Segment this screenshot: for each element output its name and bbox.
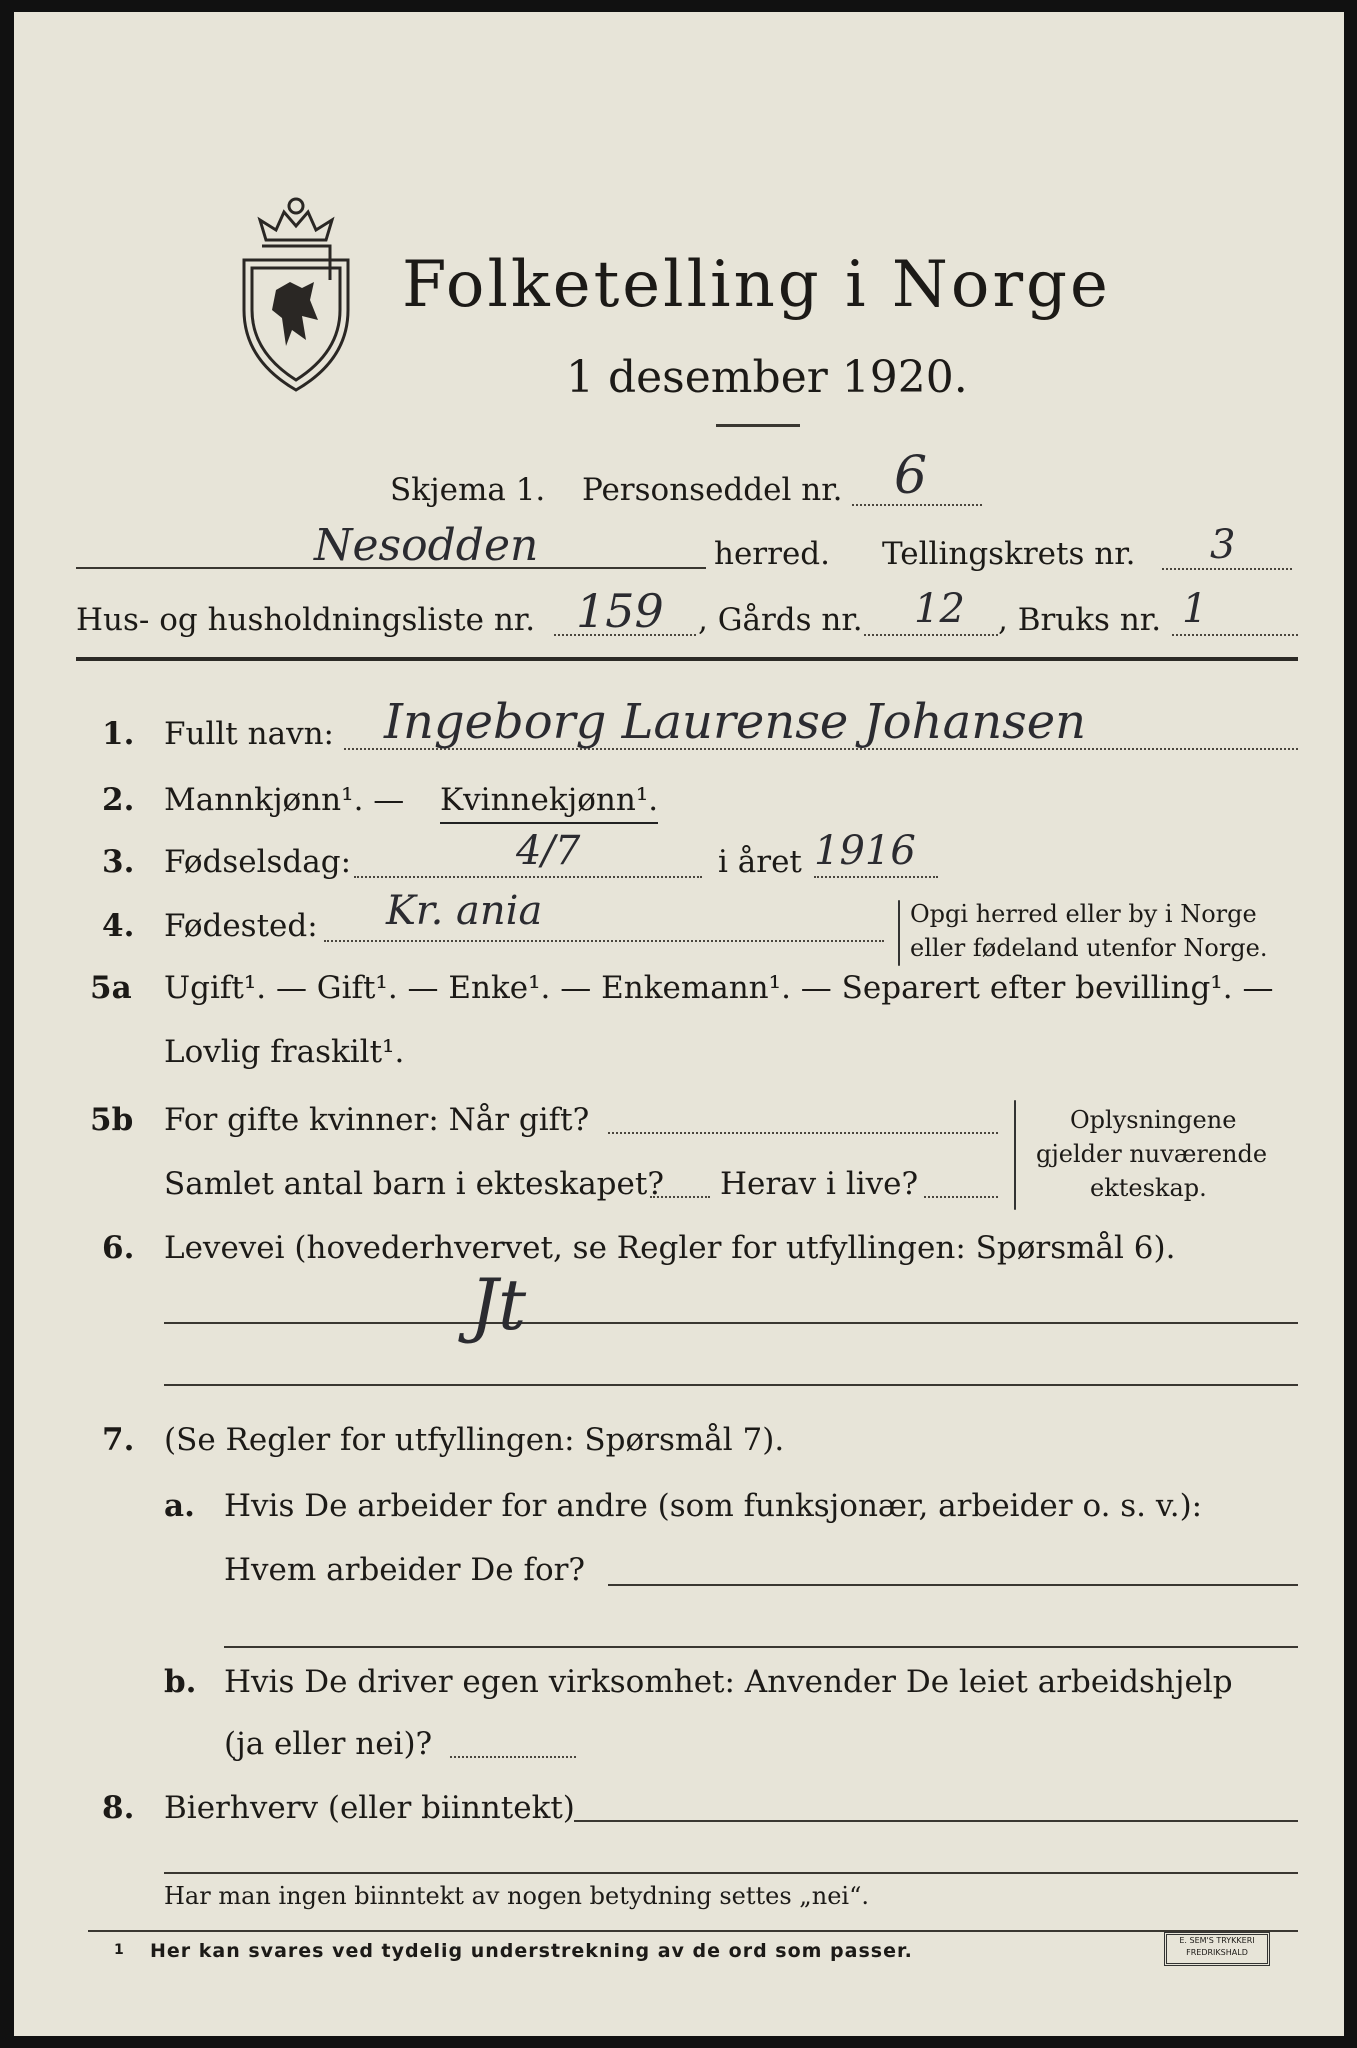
q7-label: (Se Regler for utfyllingen: Spørsmål 7). (164, 1422, 785, 1458)
title-divider (716, 424, 800, 427)
gards-line (864, 634, 998, 636)
when-married-label: For gifte kvinner: Når gift? (164, 1102, 590, 1138)
gards-value: 12 (914, 586, 965, 632)
printer-stamp: E. SEM'S TRYKKERI FREDRIKSHALD (1164, 1932, 1270, 1966)
children-line (650, 1196, 710, 1198)
q8-number: 8. (102, 1790, 135, 1826)
occupation-line-1 (164, 1322, 1298, 1324)
census-form-sheet (14, 12, 1344, 2036)
birthplace-note-2: eller fødeland utenfor Norge. (910, 934, 1268, 962)
footnote-text: Her kan svares ved tydelig understrekning av de ord som passer. (150, 1940, 913, 1962)
q6-number: 6. (102, 1230, 135, 1266)
when-married-line (608, 1132, 998, 1134)
personseddel-value: 6 (894, 446, 928, 506)
q3-number: 3. (102, 844, 135, 880)
birthplace-value: Kr. ania (386, 888, 543, 934)
full-name-value: Ingeborg Laurense Johansen (384, 694, 1087, 750)
hus-value: 159 (576, 584, 664, 638)
q7a-employer-label: Hvem arbeider De for? (224, 1552, 586, 1588)
q7b-question: Hvis De driver egen virksomhet: Anvender De leiet arbeidshjelp (224, 1664, 1233, 1700)
year-line (814, 876, 938, 878)
marriage-note-2: gjelder nuværende (1036, 1140, 1268, 1168)
form-title: Folketelling i Norge (402, 248, 1111, 322)
side-income-note: Har man ingen biinntekt av nogen betydning settes „nei“. (164, 1882, 869, 1910)
q4-label: Fødested: (164, 908, 318, 944)
marriage-note-brace (1014, 1100, 1016, 1210)
employer-line-2 (224, 1646, 1298, 1648)
side-income-line-2 (164, 1872, 1298, 1874)
q2-number: 2. (102, 782, 135, 818)
bruks-label: , Bruks nr. (998, 602, 1162, 638)
birthplace-note-brace (898, 900, 900, 966)
footnote-separator (88, 1930, 1298, 1932)
hus-label: Hus- og husholdningsliste nr. (76, 602, 536, 638)
male-option: Mannkjønn¹. — (164, 782, 405, 818)
herred-value: Nesodden (314, 520, 539, 571)
birthday-value: 4/7 (516, 828, 581, 874)
female-option-underlined: Kvinnekjønn¹. (440, 782, 658, 824)
footnote-mark: 1 (114, 1942, 125, 1958)
personseddel-label: Personseddel nr. (582, 472, 843, 508)
q7b-answer-line (450, 1756, 576, 1758)
header-separator (76, 657, 1298, 661)
q7-number: 7. (102, 1422, 135, 1458)
q7b-letter: b. (164, 1664, 197, 1700)
schema-label: Skjema 1. (390, 472, 546, 508)
alive-label: Herav i live? (720, 1166, 919, 1202)
herred-label: herred. (714, 536, 830, 572)
occupation-label: Levevei (hovederhvervet, se Regler for utfyllingen: Spørsmål 6). (164, 1230, 1176, 1266)
birth-year-value: 1916 (814, 828, 916, 874)
gards-label: , Gårds nr. (698, 602, 863, 638)
employer-line-1 (608, 1584, 1298, 1586)
marital-status-options: Ugift¹. — Gift¹. — Enke¹. — Enkemann¹. — Separert efter bevilling¹. — (164, 970, 1274, 1006)
q7a-question: Hvis De arbeider for andre (som funksjonær, arbeider o. s. v.): (224, 1488, 1203, 1524)
birthplace-note-1: Opgi herred eller by i Norge (910, 900, 1257, 928)
birthday-line (354, 876, 702, 878)
q5b-number: 5b (90, 1102, 134, 1138)
marriage-note-3: ekteskap. (1090, 1174, 1207, 1202)
bruks-line (1172, 634, 1298, 636)
bruks-value: 1 (1182, 586, 1208, 632)
birthplace-line (324, 940, 884, 942)
census-date: 1 desember 1920. (566, 352, 968, 403)
tellingskrets-line (1162, 568, 1292, 570)
alive-line (924, 1196, 998, 1198)
tellingskrets-label: Tellingskrets nr. (882, 536, 1136, 572)
q5a-number: 5a (90, 970, 132, 1006)
year-label: i året (718, 844, 802, 880)
side-income-line-1 (574, 1820, 1298, 1822)
q1-number: 1. (102, 716, 135, 752)
coat-of-arms-icon (236, 190, 356, 400)
q3-label: Fødselsdag: (164, 844, 352, 880)
marital-status-divorced: Lovlig fraskilt¹. (164, 1034, 405, 1070)
q7b-answer-label: (ja eller nei)? (224, 1726, 433, 1762)
children-label: Samlet antal barn i ekteskapet? (164, 1166, 664, 1202)
occupation-value: Jt (470, 1264, 527, 1346)
q4-number: 4. (102, 908, 135, 944)
q1-label: Fullt navn: (164, 716, 334, 752)
q7a-letter: a. (164, 1488, 195, 1524)
marriage-note-1: Oplysningene (1070, 1106, 1237, 1134)
q8-label: Bierhverv (eller biinntekt) (164, 1790, 575, 1826)
tellingskrets-value: 3 (1210, 522, 1236, 568)
occupation-line-2 (164, 1384, 1298, 1386)
